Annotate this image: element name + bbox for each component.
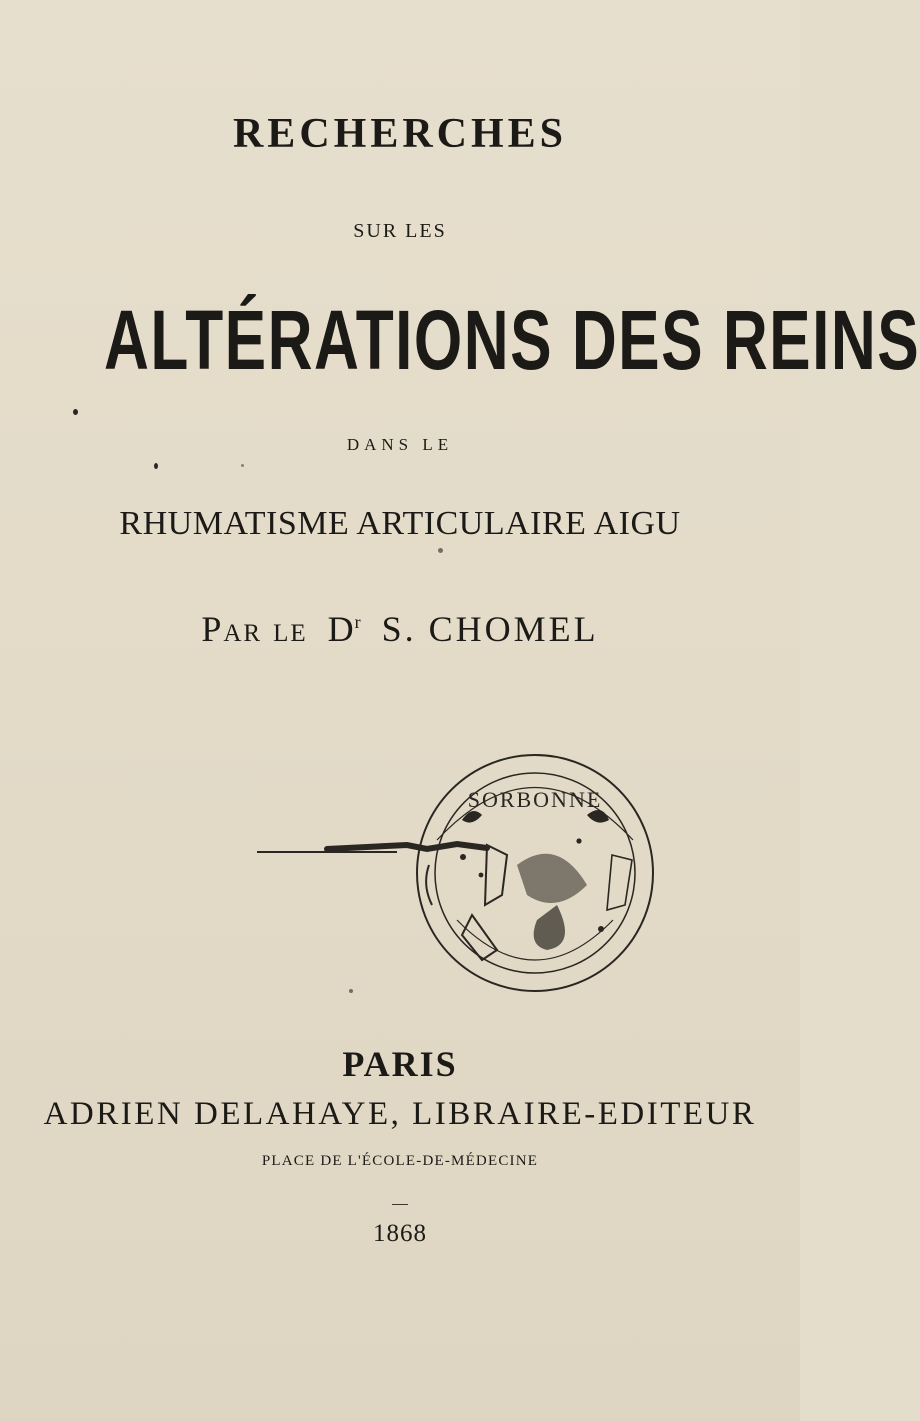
author-line bbox=[0, 608, 800, 650]
title-recherches: RECHERCHES bbox=[232, 111, 568, 157]
author-name: S. CHOMEL bbox=[381, 609, 599, 649]
library-stamp-icon bbox=[257, 745, 727, 1005]
title-dans-le: DANS LE bbox=[346, 435, 454, 454]
ink-speck bbox=[241, 464, 244, 467]
author-prefix: Par le bbox=[201, 609, 308, 649]
author-title-sup: r bbox=[354, 612, 362, 632]
title-sur-les: SUR LES bbox=[353, 220, 447, 242]
ink-speck bbox=[154, 463, 158, 469]
title-alterations-des-reins: ALTÉRATIONS DES REINS bbox=[104, 293, 920, 387]
imprint-year: 1868 bbox=[373, 1220, 427, 1247]
author-title: $D^r$ bbox=[327, 609, 362, 649]
imprint-address bbox=[0, 1153, 800, 1170]
ink-speck bbox=[438, 548, 443, 553]
imprint-address-text: PLACE DE L'ÉCOLE-DE-MÉDECINE bbox=[261, 1153, 539, 1169]
title-rhumatisme: RHUMATISME ARTICULAIRE AIGU bbox=[119, 505, 681, 542]
imprint-publisher: ADRIEN DELAHAYE, LIBRAIRE-EDITEUR bbox=[43, 1096, 757, 1132]
svg-text:SORBONNE: SORBONNE bbox=[467, 787, 603, 812]
ink-speck bbox=[349, 989, 353, 993]
ink-speck bbox=[73, 409, 78, 415]
imprint-city: PARIS bbox=[342, 1044, 458, 1084]
divider-rule bbox=[392, 1204, 408, 1205]
